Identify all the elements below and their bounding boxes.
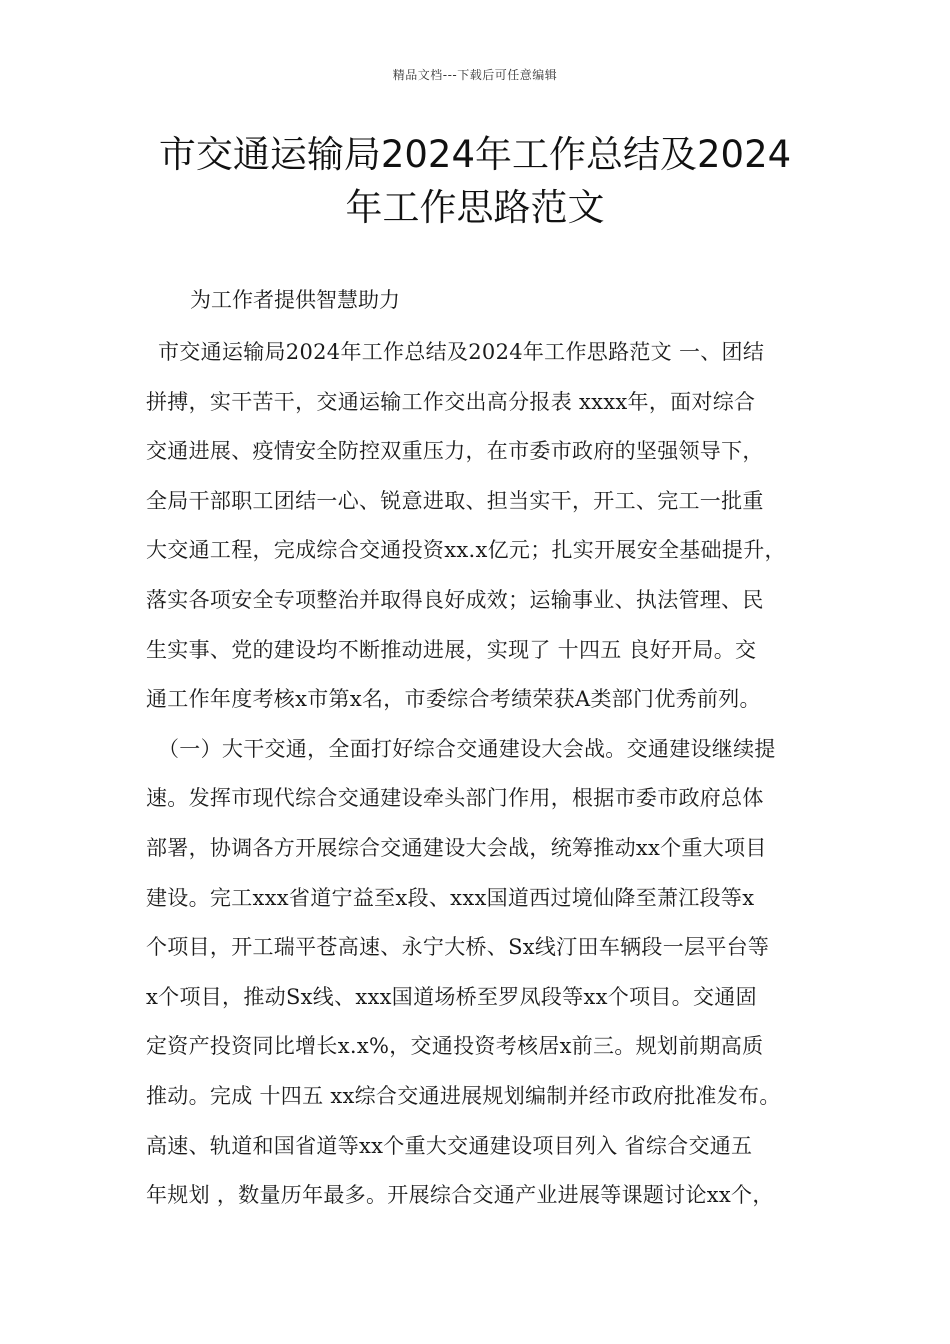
- document-title: [120, 128, 830, 234]
- body-line: x个项目，推动Sx线、xxx国道场桥至罗凤段等xx个项目。交通固: [146, 984, 757, 1009]
- body-text: [146, 336, 846, 1229]
- body-line: 年规划 ，数量历年最多。开展综合交通产业进展等课题讨论xx个，: [146, 1183, 774, 1208]
- body-line: 大交通工程，完成综合交通投资xx.x亿元；扎实开展安全基础提升，: [146, 538, 786, 563]
- title-line-1: 市交通运输局2024年工作总结及2024: [158, 133, 792, 176]
- body-line: 高速、轨道和国省道等xx个重大交通建设项目列入 省综合交通五: [146, 1133, 753, 1158]
- body-line: 部署，协调各方开展综合交通建设大会战，统筹推动xx个重大项目: [146, 835, 767, 860]
- body-line: 通工作年度考核x市第x名，市委综合考绩荣获A类部门优秀前列。: [146, 687, 761, 712]
- body-line: 建设。完工xxx省道宁益至x段、xxx国道西过境仙降至萧江段等x: [146, 885, 755, 910]
- body-line: 推动。完成 十四五 xx综合交通进展规划编制并经市政府批准发布。: [146, 1083, 781, 1108]
- body-line: 市交通运输局2024年工作总结及2024年工作思路范文 一、团结: [158, 340, 765, 364]
- body-line: 生实事、党的建设均不断推动进展，实现了 十四五 良好开局。交: [146, 637, 757, 662]
- body-line: 定资产投资同比增长x.x%，交通投资考核居x前三。规划前期高质: [146, 1034, 764, 1059]
- page-header: 精品文档---下载后可任意编辑: [392, 68, 558, 82]
- body-line: 个项目，开工瑞平苍高速、永宁大桥、Sx线汀田车辆段一层平台等: [146, 935, 770, 960]
- body-line: 速。发挥市现代综合交通建设牵头部门作用，根据市委市政府总体: [146, 786, 764, 811]
- body-line: 交通进展、疫情安全防控双重压力，在市委市政府的坚强领导下，: [146, 439, 764, 464]
- body-line: 拼搏，实干苦干，交通运输工作交出高分报表 xxxx年，面对综合: [146, 389, 756, 414]
- body-line: 全局干部职工团结一心、锐意进取、担当实干，开工、完工一批重: [146, 488, 764, 513]
- title-line-2: 年工作思路范文: [345, 186, 605, 229]
- body-line: （一）大干交通，全面打好综合交通建设大会战。交通建设继续提: [158, 736, 776, 761]
- subtitle: 为工作者提供智慧助力: [190, 288, 400, 312]
- body-line: 落实各项安全专项整治并取得良好成效；运输事业、执法管理、民: [146, 587, 764, 612]
